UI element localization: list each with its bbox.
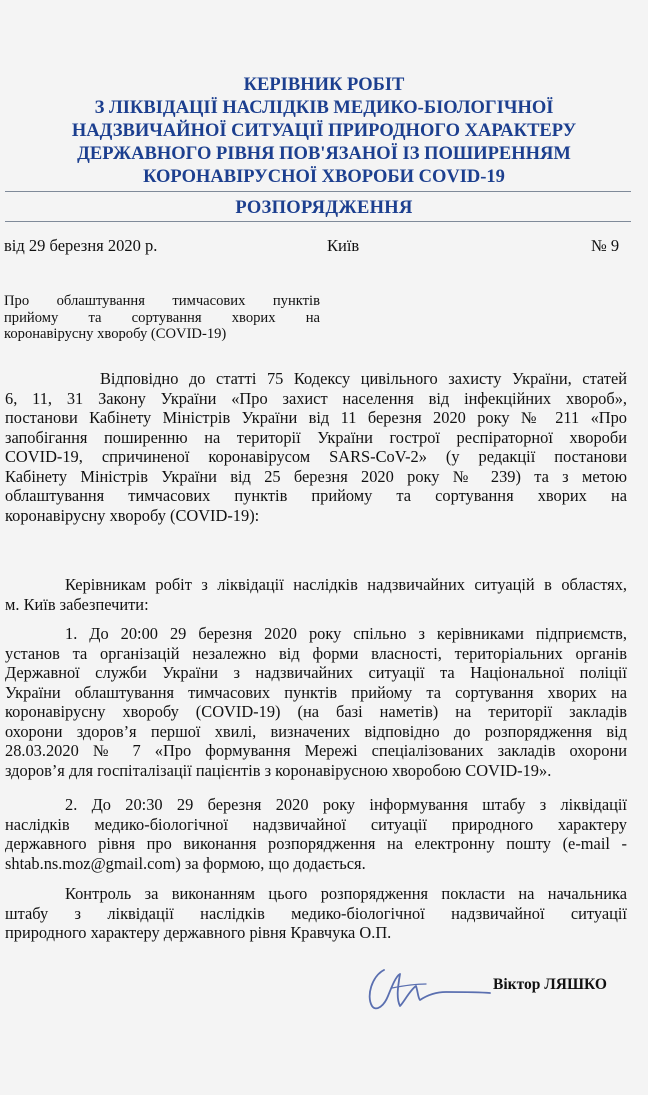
- document-type: РОЗПОРЯДЖЕННЯ: [235, 198, 413, 218]
- header-divider: [5, 191, 631, 192]
- title-divider: [5, 221, 631, 222]
- directive-paragraph: [5, 575, 627, 614]
- text-line: Відповідно до статті 75 Кодексу цивільного захисту України, статей: [100, 369, 627, 388]
- text-line: shtab.ns.moz@gmail.com) за формою, що додається.: [5, 853, 366, 873]
- text-line: коронавірусну хворобу (COVID-19) (на базі наметів) на території закладів: [5, 702, 627, 721]
- header-line-3: НАДЗВИЧАЙНОЇ СИТУАЦІЇ ПРИРОДНОГО ХАРАКТЕРУ: [71, 121, 577, 141]
- text-line: м. Київ забезпечити:: [5, 594, 149, 614]
- item-2-paragraph: [5, 795, 627, 873]
- text-line: Керівникам робіт з ліквідації наслідків надзвичайних ситуацій в областях,: [65, 575, 627, 594]
- header-line-4: ДЕРЖАВНОГО РІВНЯ ПОВ'ЯЗАНОЇ ІЗ ПОШИРЕННЯМ: [77, 144, 571, 164]
- subject-line: Про облаштування тимчасових пунктів: [4, 293, 320, 309]
- header-line-2: З ЛІКВІДАЦІЇ НАСЛІДКІВ МЕДИКО-БІОЛОГІЧНОЇ: [94, 98, 554, 118]
- text-line: наслідків медико-біологічної надзвичайної ситуації природного характеру: [5, 814, 627, 834]
- header-line-1: КЕРІВНИК РОБІТ: [243, 75, 405, 95]
- handwritten-signature: [362, 962, 494, 1014]
- text-line: природного характеру державного рівня Кравчука О.П.: [5, 923, 392, 942]
- subject-line: прийому та сортування хворих на: [4, 309, 320, 326]
- text-line: здоров’я для госпіталізації пацієнтів з коронавірусною хворобою COVID-19».: [5, 760, 552, 780]
- text-line: Кабінету Міністрів України від 25 березня 2020 року № 239) та з метою: [5, 466, 627, 486]
- item-1-paragraph: [5, 624, 627, 780]
- document-city: Київ: [327, 236, 360, 255]
- subject-line: коронавірусну хворобу (COVID-19): [4, 326, 227, 342]
- text-line: COVID-19, спричиненої коронавірусом SARS-CoV-2» (у редакції постанови: [5, 447, 627, 466]
- text-line: штабу з ліквідації наслідків медико-біологічної надзвичайної ситуації: [5, 903, 627, 923]
- text-line: 2. До 20:30 29 березня 2020 року інформування штабу з ліквідації: [65, 795, 627, 814]
- text-line: коронавірусну хворобу (COVID-19):: [5, 505, 260, 525]
- document-number: № 9: [591, 236, 620, 255]
- text-line: Державної служби України з надзвичайних ситуації та Національної поліції: [5, 663, 627, 682]
- text-line: Контроль за виконанням цього розпорядження покласти на начальника: [65, 884, 627, 903]
- control-paragraph: [5, 884, 627, 943]
- header-line-5: КОРОНАВІРУСНОЇ ХВОРОБИ COVID-19: [143, 167, 505, 187]
- document-date: від 29 березня 2020 р.: [4, 236, 158, 255]
- document-subject: [4, 293, 320, 343]
- text-line: запобігання поширенню на території України гострої респіраторної хвороби: [5, 427, 627, 447]
- preamble-paragraph: [5, 369, 627, 525]
- text-line: державного рівня про виконання розпорядження на електронну пошту (e-mail -: [5, 834, 627, 853]
- text-line: облаштування тимчасових пунктів прийому та сортування хворих на: [5, 486, 627, 505]
- text-line: 1. До 20:00 29 березня 2020 року спільно з керівниками підприємств,: [65, 624, 627, 643]
- text-line: охорони здоров’я першої хвилі, визначених відповідно до розпорядження від: [5, 721, 627, 741]
- text-line: постанови Кабінету Міністрів України від 11 березня 2020 року № 211 «Про: [5, 408, 627, 427]
- text-line: 6, 11, 31 Закону України «Про захист населення від інфекційних хвороб»,: [5, 388, 627, 408]
- text-line: 28.03.2020 № 7 «Про формування Мережі спеціалізованих закладів охорони: [5, 741, 627, 760]
- text-line: установ та організацій незалежно від форми власності, територіальних органів: [5, 643, 627, 663]
- text-line: України облаштування тимчасових пунктів прийому та сортування хворих на: [5, 682, 627, 702]
- signer-name: Віктор ЛЯШКО: [493, 976, 607, 993]
